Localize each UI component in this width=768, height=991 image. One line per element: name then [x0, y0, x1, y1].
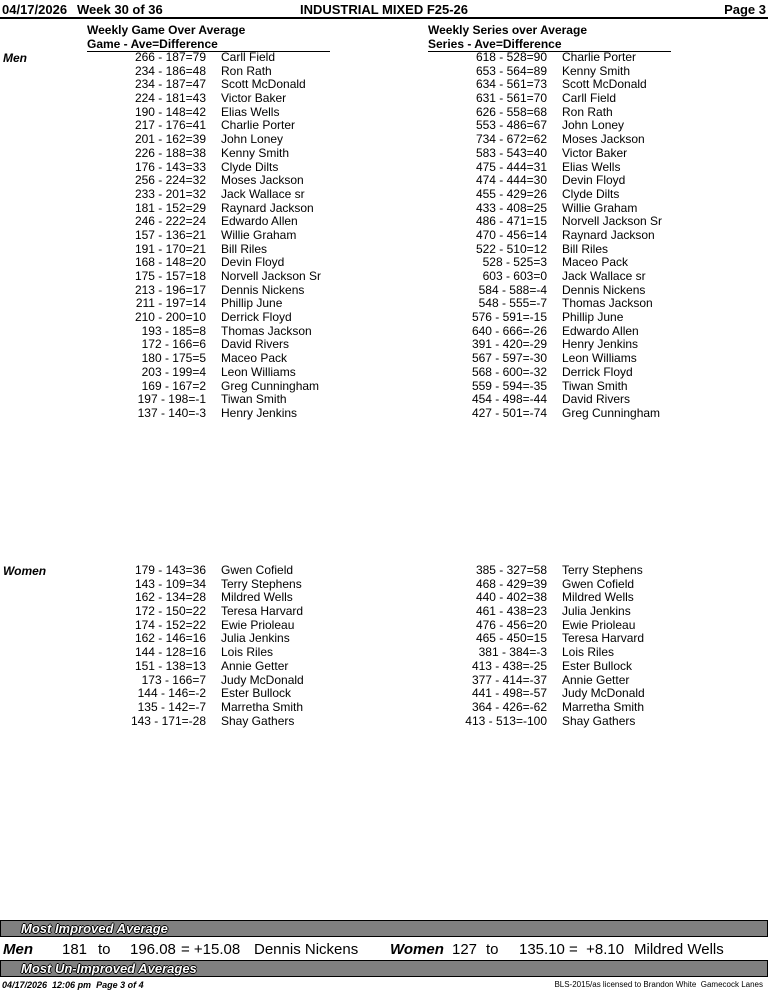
list-item	[0, 91, 617, 106]
bowler-name: John Loney	[562, 118, 625, 133]
score-difference: 734 - 672=62	[475, 132, 547, 147]
list-item	[0, 590, 634, 605]
most-improved-banner	[0, 920, 768, 937]
score-difference: 584 - 588=-4	[478, 282, 547, 297]
bowler-name: Ester Bullock	[562, 658, 633, 673]
list-item	[0, 296, 653, 311]
most-unimproved-title: Most Un-Improved Averages	[21, 961, 197, 976]
score-difference: 427 - 501=-74	[471, 405, 547, 420]
score-difference: 567 - 597=-30	[471, 351, 547, 366]
score-difference: 213 - 196=17	[134, 282, 206, 297]
bowler-name: Shay Gathers	[562, 713, 636, 728]
bowler-name: Julia Jenkins	[562, 604, 631, 619]
bowler-name: Edwardo Allen	[221, 214, 298, 229]
list-item	[0, 713, 636, 729]
list-item	[0, 337, 639, 352]
bowler-name: Henry Jenkins	[221, 405, 298, 420]
bowler-name: Greg Cunningham	[221, 378, 320, 393]
list-item	[0, 686, 645, 701]
score-difference: 413 - 438=-25	[471, 658, 547, 673]
score-difference: 568 - 600=-32	[471, 364, 547, 379]
list-item	[0, 631, 645, 646]
score-difference: 576 - 591=-15	[471, 310, 547, 325]
bowler-name: David Rivers	[562, 392, 631, 407]
score-difference: 461 - 438=23	[475, 604, 547, 619]
bowler-name: Judy McDonald	[562, 686, 645, 701]
score-difference: 226 - 188=38	[134, 145, 206, 160]
footer-license: BLS-2015/as licensed to Brandon White Gamecock Lanes	[554, 980, 763, 989]
bowler-name: Moses Jackson	[562, 132, 645, 147]
score-difference: 137 - 140=-3	[137, 405, 206, 420]
score-difference: 157 - 136=21	[134, 227, 206, 242]
score-difference: 234 - 186=48	[134, 63, 206, 78]
score-difference: 180 - 175=5	[141, 351, 206, 366]
list-item	[0, 576, 635, 592]
score-difference: 474 - 444=30	[475, 173, 547, 188]
list-item	[0, 405, 661, 421]
bowler-name: Phillip June	[221, 296, 283, 311]
score-difference: 172 - 166=6	[141, 337, 206, 352]
women-improved-label: Women	[390, 941, 444, 958]
score-difference: 179 - 143=36	[134, 563, 206, 577]
women-series-list	[0, 563, 645, 728]
list-item	[0, 282, 646, 298]
bowler-name: Ewie Prioleau	[562, 617, 636, 632]
men-improved-label: Men	[3, 941, 33, 958]
score-difference: 476 - 456=20	[475, 617, 547, 632]
bowler-name: Bill Riles	[221, 241, 268, 256]
score-difference: 143 - 171=-28	[130, 713, 206, 728]
bowler-name: Devin Floyd	[221, 255, 285, 270]
score-difference: 211 - 197=14	[135, 296, 206, 311]
score-difference: 217 - 176=41	[134, 118, 206, 133]
score-difference: 191 - 170=21	[134, 241, 206, 256]
league-title: INDUSTRIAL MIXED F25-26	[299, 2, 469, 17]
women-improved-to-word: to	[486, 941, 499, 958]
bowler-name: Phillip June	[562, 310, 624, 325]
bowler-name: Terry Stephens	[562, 563, 643, 577]
list-item	[0, 699, 645, 715]
score-difference: 201 - 162=39	[134, 132, 206, 147]
list-item	[0, 50, 637, 65]
bowler-name: Judy McDonald	[221, 672, 304, 687]
score-difference: 583 - 543=40	[475, 145, 547, 160]
list-item	[0, 645, 615, 660]
bowler-name: Maceo Pack	[562, 255, 629, 270]
men-improved-name: Dennis Nickens	[254, 941, 359, 958]
page-number: Page 3	[724, 2, 766, 17]
bowler-name: Bill Riles	[562, 241, 609, 256]
women-improved-name: Mildred Wells	[634, 941, 724, 958]
bowler-name: Greg Cunningham	[562, 405, 661, 420]
bowler-name: Willie Graham	[221, 227, 297, 242]
score-difference: 385 - 327=58	[475, 563, 547, 577]
score-difference: 465 - 450=15	[475, 631, 547, 646]
bowler-name: Norvell Jackson Sr	[562, 214, 663, 229]
score-difference: 455 - 429=26	[475, 186, 547, 201]
score-difference: 413 - 513=-100	[465, 713, 547, 728]
most-improved-title: Most Improved Average	[21, 921, 168, 936]
score-difference: 522 - 510=12	[475, 241, 547, 256]
women-section-label: Women	[3, 564, 47, 578]
score-difference: 151 - 138=13	[134, 658, 206, 673]
score-difference: 168 - 148=20	[134, 255, 206, 270]
game-header-title: Weekly Game Over Average	[87, 23, 246, 37]
bowler-name: Willie Graham	[562, 200, 638, 215]
report-header	[0, 0, 768, 19]
score-difference: 626 - 558=68	[475, 104, 547, 119]
list-item	[0, 392, 631, 407]
score-difference: 135 - 142=-7	[137, 699, 206, 714]
women-improved-from: 127	[452, 941, 478, 958]
score-difference: 173 - 166=7	[141, 672, 206, 687]
bowler-name: Derrick Floyd	[221, 310, 292, 325]
bowler-name: Raynard Jackson	[562, 227, 655, 242]
bowler-name: Norvell Jackson Sr	[221, 269, 322, 283]
bowler-name: Charlie Porter	[221, 118, 296, 133]
list-item	[0, 563, 643, 578]
bowler-name: Shay Gathers	[221, 713, 295, 728]
score-difference: 256 - 224=32	[134, 173, 206, 188]
bowler-name: Ester Bullock	[221, 686, 292, 701]
score-difference: 441 - 498=-57	[471, 686, 547, 701]
list-item	[0, 214, 663, 229]
bowler-name: Tiwan Smith	[221, 392, 287, 407]
score-difference: 653 - 564=89	[475, 63, 547, 78]
bowler-name: Tiwan Smith	[562, 378, 628, 393]
list-item	[0, 77, 647, 92]
bowler-name: Moses Jackson	[221, 173, 304, 188]
bowler-name: Elias Wells	[221, 104, 280, 119]
list-item	[0, 255, 629, 270]
list-item	[0, 364, 633, 380]
score-difference: 176 - 143=33	[134, 159, 206, 174]
score-difference: 440 - 402=38	[475, 590, 547, 605]
bowler-name: Ron Rath	[562, 104, 613, 119]
bowler-name: Carll Field	[221, 50, 276, 64]
score-difference: 553 - 486=67	[475, 118, 547, 133]
list-item	[0, 227, 655, 243]
bowler-name: Raynard Jackson	[221, 200, 314, 215]
most-improved-row	[0, 940, 768, 959]
score-difference: 559 - 594=-35	[471, 378, 547, 393]
score-difference: 233 - 201=32	[134, 186, 206, 201]
list-item	[0, 200, 638, 216]
game-column-header	[87, 23, 330, 52]
score-difference: 470 - 456=14	[475, 227, 547, 242]
score-difference: 640 - 666=-26	[471, 323, 547, 338]
bowler-name: Edwardo Allen	[562, 323, 639, 338]
score-difference: 210 - 200=10	[134, 310, 206, 325]
score-difference: 548 - 555=-7	[478, 296, 547, 311]
score-difference: 143 - 109=34	[134, 576, 206, 591]
list-item	[0, 351, 637, 366]
list-item	[0, 145, 628, 161]
bowler-name: Mildred Wells	[562, 590, 634, 605]
list-item	[0, 104, 613, 120]
series-header-title: Weekly Series over Average	[428, 23, 587, 37]
bowler-name: Devin Floyd	[562, 173, 626, 188]
score-difference: 454 - 498=-44	[471, 392, 547, 407]
score-difference: 224 - 181=43	[134, 91, 206, 106]
bowler-name: Carll Field	[562, 91, 617, 106]
score-difference: 468 - 429=39	[475, 576, 547, 591]
score-difference: 246 - 222=24	[134, 214, 206, 229]
bowler-name: Marretha Smith	[221, 699, 304, 714]
bowler-name: Dennis Nickens	[221, 282, 305, 297]
list-item	[0, 173, 626, 188]
list-item	[0, 617, 636, 633]
bowler-name: Lois Riles	[562, 645, 615, 660]
score-difference: 631 - 561=70	[475, 91, 547, 106]
list-item	[0, 118, 625, 133]
bowler-name: Gwen Cofield	[562, 576, 635, 591]
bowler-name: Thomas Jackson	[562, 296, 653, 311]
series-column-header	[428, 23, 671, 52]
bowler-name: Victor Baker	[562, 145, 628, 160]
bowler-name: Clyde Dilts	[562, 186, 620, 201]
bowler-name: Kenny Smith	[221, 145, 290, 160]
score-difference: 381 - 384=-3	[478, 645, 547, 660]
score-difference: 634 - 561=73	[475, 77, 547, 92]
bowler-name: Jack Wallace sr	[221, 186, 305, 201]
score-difference: 174 - 152=22	[134, 617, 206, 632]
list-item	[0, 159, 621, 175]
score-difference: 169 - 167=2	[141, 378, 206, 393]
bowler-name: Derrick Floyd	[562, 364, 633, 379]
bowler-name: Mildred Wells	[221, 590, 293, 605]
score-difference: 172 - 150=22	[134, 604, 206, 619]
bowler-name: Scott McDonald	[562, 77, 647, 92]
score-difference: 364 - 426=-62	[471, 699, 547, 714]
bowler-name: Terry Stephens	[221, 576, 302, 591]
men-improved-diff: = +15.08	[181, 941, 241, 958]
game-header-subtitle: Game - Ave=Difference	[87, 37, 330, 52]
score-difference: 475 - 444=31	[475, 159, 547, 174]
bowler-name: Lois Riles	[221, 645, 274, 660]
score-difference: 193 - 185=8	[141, 323, 206, 338]
men-section-label: Men	[3, 51, 27, 65]
bowler-name: Kenny Smith	[562, 63, 631, 78]
score-difference: 266 - 187=79	[134, 50, 206, 64]
list-item	[0, 269, 646, 284]
score-difference: 162 - 146=16	[134, 631, 206, 646]
most-unimproved-banner	[0, 960, 768, 977]
list-item	[0, 378, 628, 394]
score-difference: 618 - 528=90	[475, 50, 547, 64]
score-difference: 377 - 414=-37	[471, 672, 547, 687]
men-improved-to-word: to	[98, 941, 111, 958]
bowler-name: Julia Jenkins	[221, 631, 290, 646]
report-date: 04/17/2026	[2, 2, 68, 17]
bowler-name: John Loney	[221, 132, 284, 147]
score-difference: 144 - 146=-2	[137, 686, 206, 701]
bowler-name: Clyde Dilts	[221, 159, 279, 174]
bowler-name: Maceo Pack	[221, 351, 288, 366]
series-header-subtitle: Series - Ave=Difference	[428, 37, 671, 52]
score-difference: 528 - 525=3	[482, 255, 547, 270]
men-improved-from: 181	[62, 941, 88, 958]
bowler-name: Gwen Cofield	[221, 563, 294, 577]
bowler-name: Elias Wells	[562, 159, 621, 174]
week-label: Week 30 of 36	[77, 2, 163, 17]
score-difference: 144 - 128=16	[134, 645, 206, 660]
bowler-name: Jack Wallace sr	[562, 269, 646, 283]
bowler-name: Ron Rath	[221, 63, 272, 78]
bowler-name: Dennis Nickens	[562, 282, 646, 297]
bowler-name: Teresa Harvard	[221, 604, 304, 619]
bowler-name: Ewie Prioleau	[221, 617, 295, 632]
score-difference: 234 - 187=47	[134, 77, 206, 92]
bowler-name: Thomas Jackson	[221, 323, 312, 338]
score-difference: 162 - 134=28	[134, 590, 206, 605]
bowler-name: Charlie Porter	[562, 50, 637, 64]
women-improved-diff: = +8.10	[569, 941, 625, 958]
list-item	[0, 63, 631, 79]
list-item	[0, 241, 609, 257]
bowler-name: Leon Williams	[562, 351, 637, 366]
bowler-name: Annie Getter	[562, 672, 630, 687]
bowler-name: Teresa Harvard	[562, 631, 645, 646]
score-difference: 603 - 603=0	[482, 269, 547, 283]
score-difference: 433 - 408=25	[475, 200, 547, 215]
score-difference: 203 - 199=4	[141, 364, 206, 379]
list-item	[0, 604, 631, 619]
men-series-list	[0, 50, 663, 421]
list-item	[0, 323, 639, 339]
score-difference: 181 - 152=29	[134, 200, 206, 215]
bowler-name: Marretha Smith	[562, 699, 645, 714]
list-item	[0, 310, 624, 325]
score-difference: 391 - 420=-29	[471, 337, 547, 352]
bowler-name: Henry Jenkins	[562, 337, 639, 352]
score-difference: 486 - 471=15	[475, 214, 547, 229]
bowler-name: Scott McDonald	[221, 77, 306, 92]
score-difference: 197 - 198=-1	[137, 392, 206, 407]
women-improved-to: 135.10	[519, 941, 565, 958]
bowler-name: Victor Baker	[221, 91, 287, 106]
list-item	[0, 658, 633, 674]
bowler-name: Leon Williams	[221, 364, 296, 379]
score-difference: 190 - 148=42	[134, 104, 206, 119]
bowler-name: David Rivers	[221, 337, 290, 352]
score-difference: 175 - 157=18	[134, 269, 206, 283]
men-improved-to: 196.08	[130, 941, 176, 958]
list-item	[0, 186, 620, 202]
bowler-name: Annie Getter	[221, 658, 289, 673]
list-item	[0, 132, 645, 147]
list-item	[0, 672, 630, 688]
footer-timestamp: 04/17/2026 12:06 pm Page 3 of 4	[2, 980, 144, 990]
